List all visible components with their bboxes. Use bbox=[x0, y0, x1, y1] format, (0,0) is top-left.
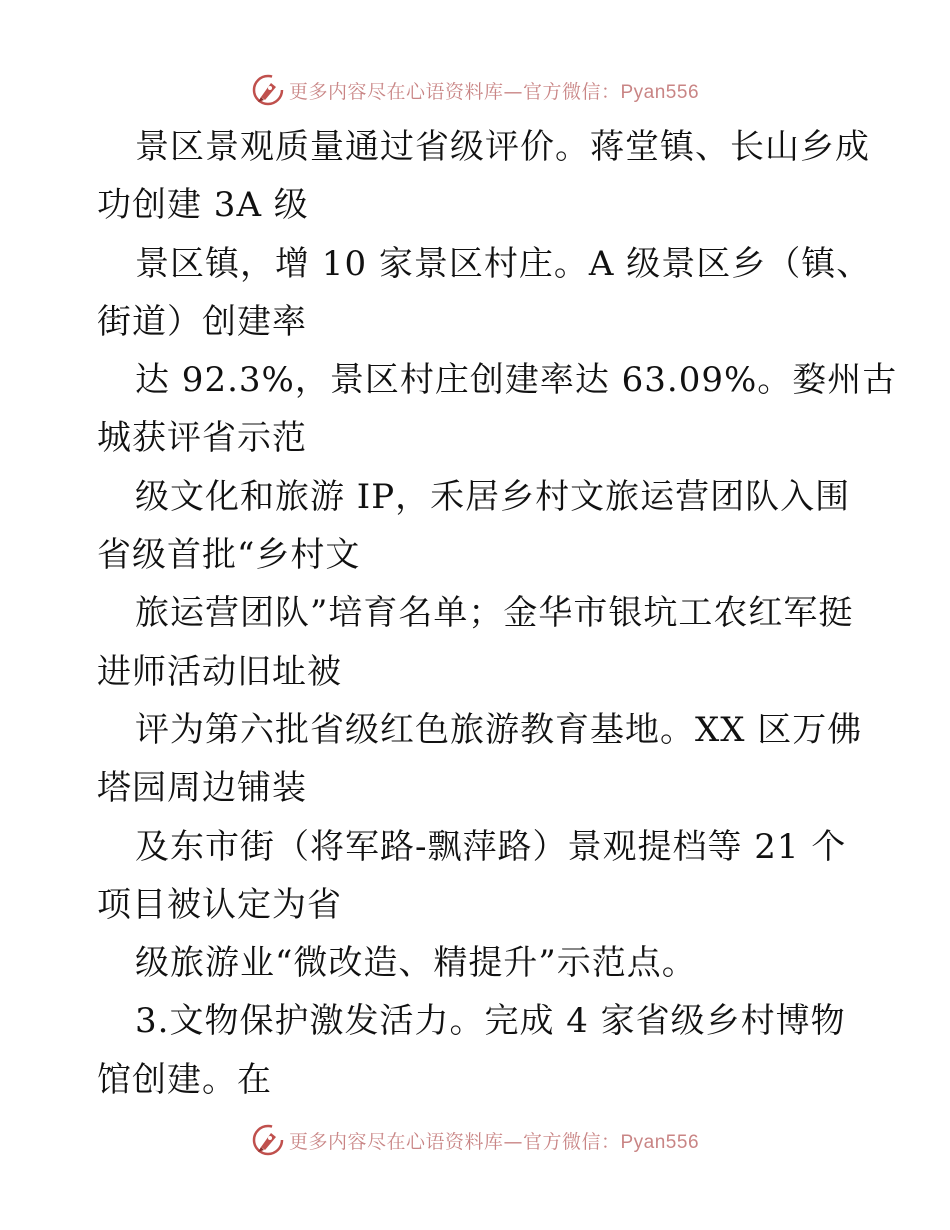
body-line: 街道）创建率 bbox=[97, 301, 307, 342]
document-body bbox=[97, 118, 898, 1109]
pen-nib-circle-icon bbox=[251, 1123, 285, 1157]
footer-wechat-id: Pyan556 bbox=[620, 1131, 700, 1153]
footer-banner bbox=[0, 1120, 950, 1160]
header-banner bbox=[0, 70, 950, 110]
body-line: 进师活动旧址被 bbox=[97, 651, 342, 692]
body-line: 塔园周边铺装 bbox=[97, 768, 307, 809]
body-line: 达 92.3%，景区村庄创建率达 63.09%。婺州古 bbox=[135, 360, 898, 401]
header-banner-text: 更多内容尽在心语资料库—官方微信：Pyan556 bbox=[288, 80, 700, 103]
pen-nib-circle-icon bbox=[251, 73, 285, 107]
body-line: 级旅游业“微改造、精提升”示范点。 bbox=[135, 943, 697, 984]
header-wechat-id: Pyan556 bbox=[620, 81, 700, 103]
body-line: 省级首批“乡村文 bbox=[97, 535, 361, 576]
body-line: 景区镇，增 10 家景区村庄。A 级景区乡（镇、 bbox=[135, 243, 872, 284]
body-line: 馆创建。在 bbox=[97, 1059, 272, 1100]
body-line: 级文化和旅游 IP，禾居乡村文旅运营团队入围 bbox=[135, 476, 851, 517]
body-line: 项目被认定为省 bbox=[97, 884, 342, 925]
body-line: 城获评省示范 bbox=[97, 418, 307, 459]
body-line: 旅运营团队”培育名单；金华市银坑工农红军挺 bbox=[135, 593, 854, 634]
body-line: 功创建 3A 级 bbox=[97, 185, 309, 226]
footer-banner-text: 更多内容尽在心语资料库—官方微信：Pyan556 bbox=[288, 1130, 700, 1153]
body-line: 景区景观质量通过省级评价。蒋堂镇、长山乡成 bbox=[135, 127, 870, 167]
body-line: 3.文物保护激发活力。完成 4 家省级乡村博物 bbox=[135, 1001, 846, 1042]
body-line: 评为第六批省级红色旅游教育基地。XX 区万佛 bbox=[135, 709, 863, 750]
body-line: 及东市街（将军路-飘萍路）景观提档等 21 个 bbox=[135, 826, 847, 867]
